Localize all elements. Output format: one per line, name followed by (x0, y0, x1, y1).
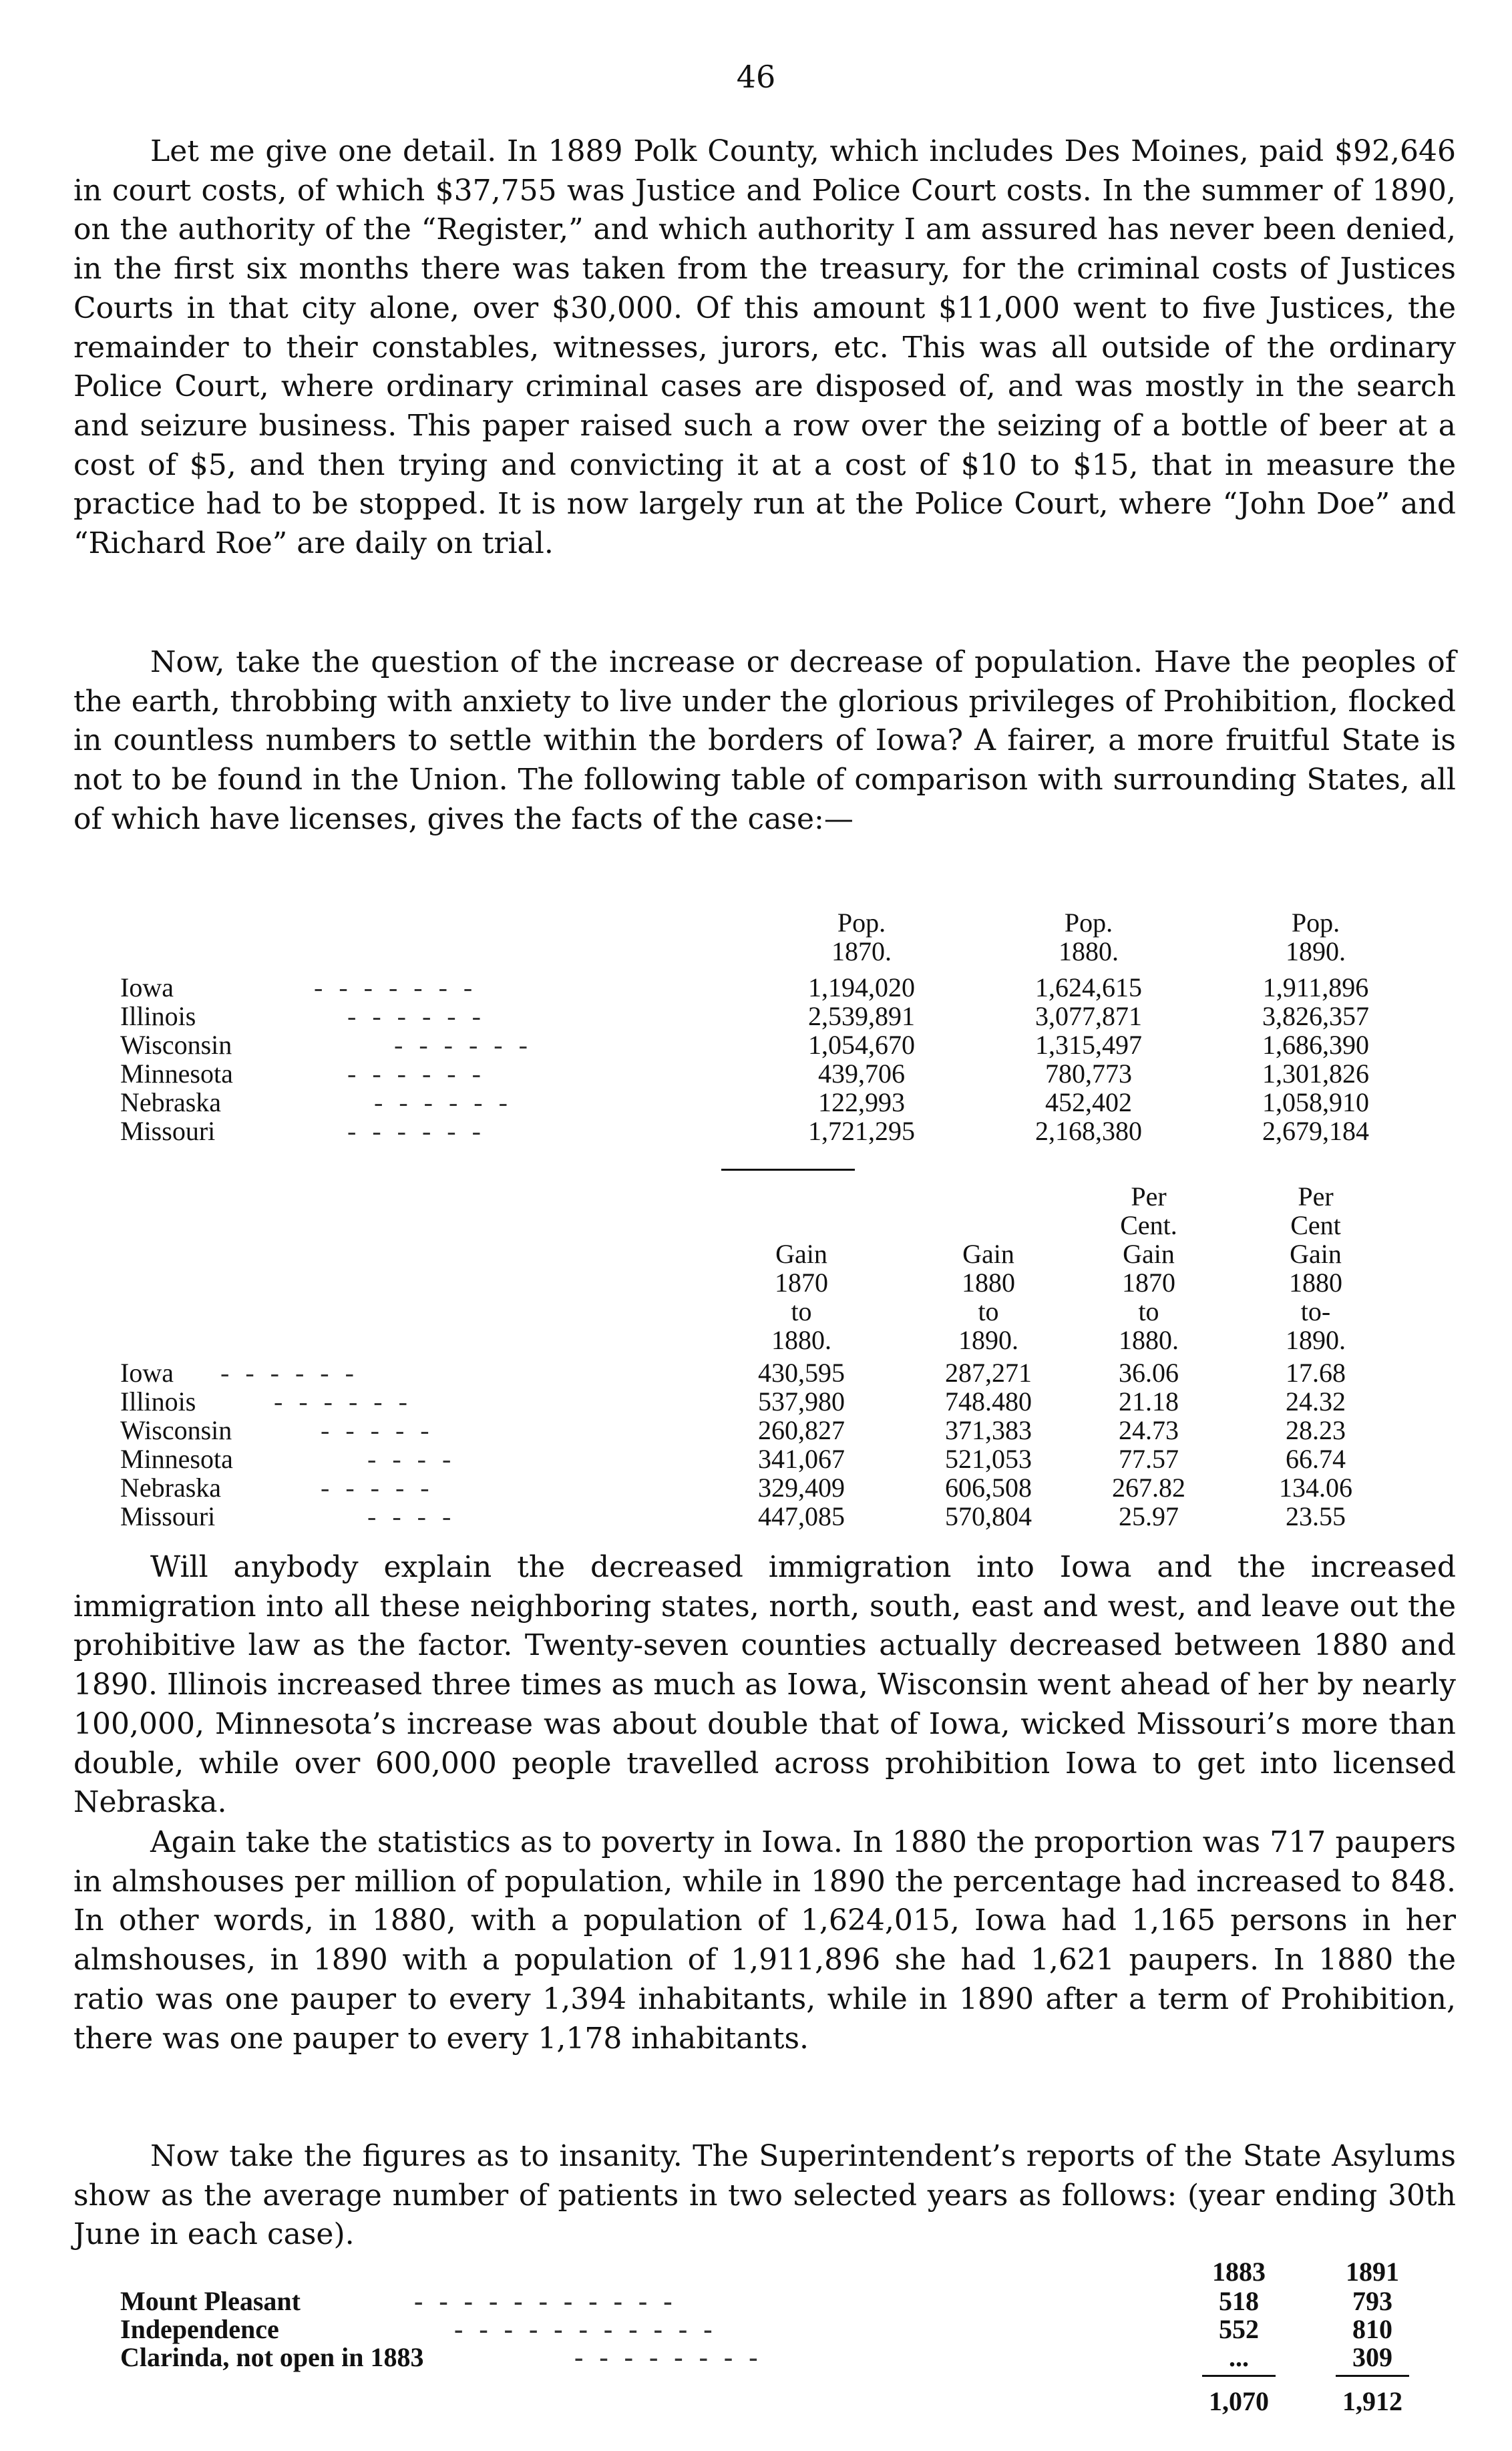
pop-value: 1,624,615 (1035, 972, 1142, 1002)
state-name: Iowa (120, 1358, 174, 1388)
gain-value: 430,595 (758, 1358, 845, 1388)
percent-value: 36.06 (1119, 1358, 1179, 1388)
leader-dots: ----------- (454, 2314, 729, 2344)
leader-dots: ------ (394, 1030, 544, 1060)
gain-value: 447,085 (758, 1501, 845, 1531)
state-name: Illinois (120, 1001, 196, 1031)
leader-dots: ---- (367, 1501, 467, 1531)
percent-value: 267.82 (1112, 1473, 1185, 1503)
state-name: Minnesota (120, 1444, 233, 1474)
state-name: Iowa (120, 972, 174, 1002)
total-1883: 1,070 (1209, 2386, 1269, 2416)
pop-value: 1,686,390 (1262, 1030, 1369, 1060)
gain-value: 748.480 (945, 1386, 1032, 1417)
total-1891: 1,912 (1342, 2386, 1402, 2416)
pop-1890-header: Pop. 1890. (1286, 908, 1346, 966)
leader-dots: ---- (367, 1444, 467, 1474)
leader-dots: ------ (220, 1358, 370, 1388)
pop-value: 1,054,670 (808, 1030, 915, 1060)
pop-value: 452,402 (1045, 1087, 1132, 1117)
asylum-table (120, 2256, 1423, 2416)
paragraph-insanity: Now take the figures as to insanity. The Superintendent’s reports of the State Asylums show as the average number of patients in two selected years as follows: (year ending 30th June in each case). (73, 2139, 1456, 2252)
asylum-name: Clarinda, not open in 1883 (120, 2342, 424, 2372)
patients-1883: ... (1229, 2342, 1249, 2372)
gain-value: 537,980 (758, 1386, 845, 1417)
pop-value: 1,911,896 (1262, 972, 1369, 1002)
pop-value: 1,315,497 (1035, 1030, 1142, 1060)
pop-value: 2,168,380 (1035, 1116, 1142, 1146)
gain-value: 260,827 (758, 1415, 845, 1445)
pop-value: 122,993 (818, 1087, 905, 1117)
percent-value: 24.73 (1119, 1415, 1179, 1445)
pop-value: 1,721,295 (808, 1116, 915, 1146)
leader-dots: -------- (574, 2342, 774, 2372)
state-name: Illinois (120, 1386, 196, 1417)
percent-value: 25.97 (1119, 1501, 1179, 1531)
pop-value: 1,301,826 (1262, 1059, 1369, 1089)
patients-1891: 793 (1352, 2286, 1392, 2316)
gain-value: 521,053 (945, 1444, 1032, 1474)
pop-value: 3,077,871 (1035, 1001, 1142, 1031)
totals-divider (1202, 2375, 1276, 2377)
pop-1880-header: Pop. 1880. (1059, 908, 1119, 966)
patients-1891: 810 (1352, 2314, 1392, 2344)
percent-value: 66.74 (1286, 1444, 1346, 1474)
gain-value: 371,383 (945, 1415, 1032, 1445)
table-divider (721, 1169, 855, 1171)
leader-dots: ------ (347, 1001, 497, 1031)
state-name: Wisconsin (120, 1030, 232, 1060)
pop-value: 780,773 (1045, 1059, 1132, 1089)
percent-value: 23.55 (1286, 1501, 1346, 1531)
year-1883-header: 1883 (1212, 2257, 1266, 2287)
paragraph-poverty: Again take the statistics as to poverty in Iowa. In 1880 the proportion was 717 paupers in almshouses per million of population, while in 1890 the percentage had increased to 848. In other words, in 1880, with a population of 1,624,015, Iowa had 1,165 persons in her almshouses, in 1890 with a population of 1,911,896 she had 1,621 paupers. In 1880 the ratio was one pauper to every 1,394 inhabitants, while in 1890 after a term of Prohibition, there was one pauper to every 1,178 inhabitants. (73, 1825, 1456, 2056)
pop-value: 3,826,357 (1262, 1001, 1369, 1031)
year-1891-header: 1891 (1346, 2257, 1399, 2287)
gain-1870-1880-header: Gain 1870 to 1880. (771, 1239, 831, 1355)
state-name: Missouri (120, 1501, 216, 1531)
gain-value: 341,067 (758, 1444, 845, 1474)
gain-value: 287,271 (945, 1358, 1032, 1388)
percent-value: 21.18 (1119, 1386, 1179, 1417)
leader-dots: ------ (274, 1386, 423, 1417)
percent-value: 77.57 (1119, 1444, 1179, 1474)
paragraph-immigration: Will anybody explain the decreased immigration into Iowa and the increased immigration into all these neighboring states, north, south, east and west, and leave out the prohibitive law as the factor. Twenty-seven counties actually decreased between 1880 and 1890. Illinois increased three times as much as Iowa, Wisconsin went ahead of her by nearly 100,000, Minnesota’s increase was about double that of Iowa, wicked Missouri’s more than double, while over 600,000 people travelled across prohibition Iowa to get into licensed Nebraska. (73, 1550, 1456, 1820)
paragraph-court-costs: Let me give one detail. In 1889 Polk County, which includes Des Moines, paid $92,646 in court costs, of which $37,755 was Justice and Police Court costs. In the summer of 1890, on the authority of the “Register,” and which authority I am assured has never been denied, in the first six months there was taken from the treasury, for the criminal costs of Justices Courts in that city alone, over $30,000. Of this amount $11,000 went to five Justices, the remainder to their constables, witnesses, jurors, etc. This was all outside of the ordinary Police Court, where ordinary criminal cases are disposed of, and was mostly in the search and seizure business. This paper raised such a row over the seizing of a bottle of beer at a cost of $5, and then trying and convicting it at a cost of $10 to $15, that in measure the practice had to be stopped. It is now largely run at the Police Court, where “John Doe” and “Richard Roe” are daily on trial. (73, 134, 1456, 561)
percent-value: 134.06 (1279, 1473, 1352, 1503)
state-name: Minnesota (120, 1059, 233, 1089)
percent-gain-1880-1890-header: Per Cent Gain 1880 to- 1890. (1286, 1181, 1346, 1355)
gain-value: 570,804 (945, 1501, 1032, 1531)
leader-dots: ----------- (414, 2286, 689, 2316)
page-number: 46 (736, 59, 776, 95)
percent-value: 17.68 (1286, 1358, 1346, 1388)
pop-1870-header: Pop. 1870. (831, 908, 892, 966)
asylum-name: Independence (120, 2314, 279, 2344)
patients-1883: 552 (1219, 2314, 1259, 2344)
percent-value: 24.32 (1286, 1386, 1346, 1417)
percent-value: 28.23 (1286, 1415, 1346, 1445)
pop-value: 2,539,891 (808, 1001, 915, 1031)
pop-value: 2,679,184 (1262, 1116, 1369, 1146)
patients-1891: 309 (1352, 2342, 1392, 2372)
state-name: Nebraska (120, 1473, 222, 1503)
leader-dots: ------ (374, 1087, 524, 1117)
paragraph-population: Now, take the question of the increase or decrease of population. Have the peoples of the earth, throbbing with anxiety to live under the glorious privileges of Prohibition, flocked in countless numbers to settle within the borders of Iowa? A fairer, a more fruitful State is not to be found in the Union. The following table of comparison with surrounding States, all of which have licenses, gives the facts of the case:— (73, 645, 1456, 836)
percent-gain-1870-1880-header: Per Cent. Gain 1870 to 1880. (1119, 1181, 1179, 1355)
leader-dots: ------- (314, 972, 489, 1002)
leader-dots: ----- (321, 1473, 445, 1503)
state-name: Missouri (120, 1116, 216, 1146)
state-name: Nebraska (120, 1087, 222, 1117)
leader-dots: ----- (321, 1415, 445, 1445)
gain-1880-1890-header: Gain 1880 to 1890. (958, 1239, 1018, 1355)
state-name: Wisconsin (120, 1415, 232, 1445)
asylum-name: Mount Pleasant (120, 2286, 301, 2316)
gain-table (120, 1182, 1389, 1529)
pop-value: 1,194,020 (808, 972, 915, 1002)
population-table (120, 908, 1389, 1155)
gain-value: 606,508 (945, 1473, 1032, 1503)
gain-value: 329,409 (758, 1473, 845, 1503)
leader-dots: ------ (347, 1116, 497, 1146)
totals-divider (1336, 2375, 1409, 2377)
pop-value: 439,706 (818, 1059, 905, 1089)
leader-dots: ------ (347, 1059, 497, 1089)
patients-1883: 518 (1219, 2286, 1259, 2316)
pop-value: 1,058,910 (1262, 1087, 1369, 1117)
